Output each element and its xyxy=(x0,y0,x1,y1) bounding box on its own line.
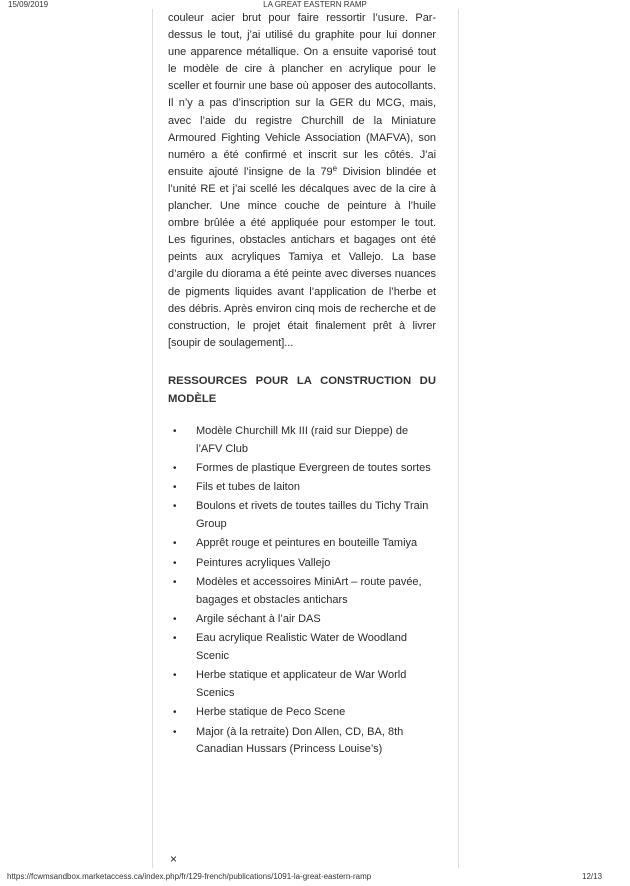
resource-list-item xyxy=(168,555,436,573)
bullet-icon: • xyxy=(173,726,177,738)
resource-list-item xyxy=(168,498,436,533)
ordinal-superscript: e xyxy=(332,163,338,173)
article-content xyxy=(168,10,436,761)
section-heading: RESSOURCES POUR LA CONSTRUCTION DU MODÈLE xyxy=(168,374,436,405)
column-divider-right xyxy=(458,9,459,868)
bullet-icon: • xyxy=(173,462,177,474)
bullet-icon: • xyxy=(173,482,177,494)
bullet-icon: • xyxy=(173,577,177,589)
resource-text: Modèle Churchill Mk III (raid sur Dieppe) de l’AFV Club xyxy=(196,424,409,455)
bullet-icon: • xyxy=(173,425,177,437)
resource-list-item xyxy=(168,630,436,665)
bullet-icon: • xyxy=(173,633,177,645)
bullet-icon: • xyxy=(173,707,177,719)
page-number: 12/13 xyxy=(582,872,603,881)
bullet-icon: • xyxy=(173,670,177,682)
close-icon[interactable]: × xyxy=(170,852,178,866)
resource-text: Eau acrylique Realistic Water de Woodland Scenic xyxy=(196,632,407,663)
paragraph-text-part-2: Division blindée et l’unité RE et j’ai scellé les décalques avec de la cire à plancher. Une mince couche de peinture à l’huile ombre brûlée a été appliquée pour estomper le tout. Les figurines, obstacles antichars et bagages ont été peints aux acryliques Tamiya et Vallejo. La base d’argile du diorama a été peinte avec diverses nuances de pigments liquides avant l’application de l’herbe et des débris. Après environ cinq mois de recherche et de construction, le projet était finalement prêt à livrer [soupir de soulagement]... xyxy=(168,165,436,349)
resource-text: Herbe statique de Peco Scene xyxy=(196,706,346,719)
print-header-title: LA GREAT EASTERN RAMP xyxy=(263,0,367,9)
bullet-icon: • xyxy=(173,538,177,550)
bullet-icon: • xyxy=(173,501,177,513)
bullet-icon: • xyxy=(173,557,177,569)
resource-list-item xyxy=(168,535,436,553)
column-divider-left xyxy=(152,9,153,868)
resource-list-item xyxy=(168,611,436,629)
resource-text: Peintures acryliques Vallejo xyxy=(196,556,331,569)
resource-list-item xyxy=(168,667,436,702)
paragraph-text-part-1: couleur acier brut pour faire ressortir l’usure. Par-dessus le tout, j’ai utilisé du graphite pour lui donner une apparence métallique. On a ensuite vaporisé tout le modèle de cire à plancher en acrylique pour le sceller et fournir une base où apposer des autocollants. Il n’y a pas d’inscription sur la GER du MCG, mais, avec l’aide du registre Churchill de la Miniature Armoured Fighting Vehicle Association (MAFVA), son numéro a été confirmé et inscrit sur les côtés. J’ai ensuite ajouté l’insigne de la 79 xyxy=(168,12,436,178)
resource-text: Modèles et accessoires MiniArt – route pavée, bagages et obstacles antichars xyxy=(196,576,422,606)
resource-text: Boulons et rivets de toutes tailles du Tichy Train Group xyxy=(196,500,429,531)
resource-list-item xyxy=(168,574,436,609)
resource-list-item xyxy=(168,423,436,458)
resource-list-item xyxy=(168,479,436,497)
footer-url: https://fcwmsandbox.marketaccess.ca/index.php/fr/129-french/publications/1091-la-great-eastern-ramp xyxy=(7,872,372,881)
article-paragraph xyxy=(168,10,436,352)
bullet-icon: • xyxy=(173,614,177,626)
resource-text: Formes de plastique Evergreen de toutes sortes xyxy=(196,461,431,474)
resource-text: Argile séchant à l’air DAS xyxy=(196,613,321,626)
resource-text: Apprêt rouge et peintures en bouteille Tamiya xyxy=(196,537,418,550)
resource-list-item xyxy=(168,460,436,478)
print-date: 15/09/2019 xyxy=(8,0,49,9)
resource-text: Herbe statique et applicateur de War World Scenics xyxy=(196,669,407,700)
resource-list-item xyxy=(168,704,436,722)
resource-text: Major (à la retraite) Don Allen, CD, BA, 8th Canadian Hussars (Princess Louise’s) xyxy=(196,725,404,756)
resource-list-item xyxy=(168,724,436,759)
resource-list xyxy=(168,423,436,759)
resource-text: Fils et tubes de laiton xyxy=(196,481,300,494)
